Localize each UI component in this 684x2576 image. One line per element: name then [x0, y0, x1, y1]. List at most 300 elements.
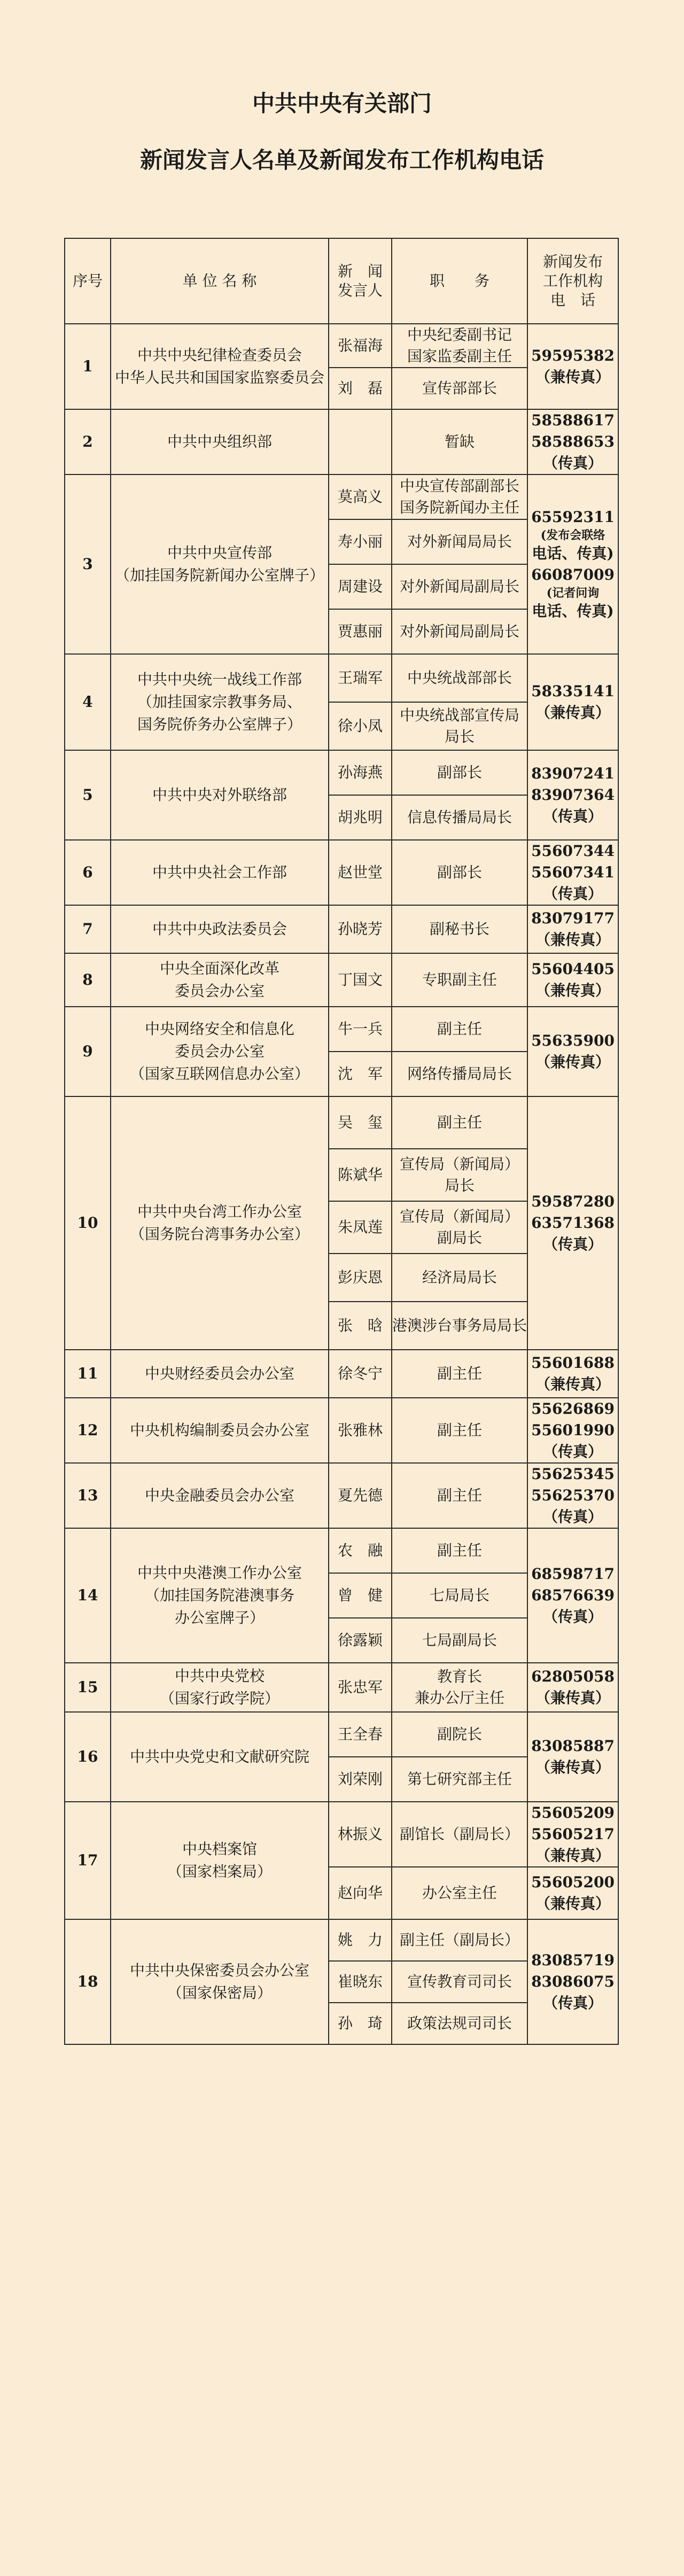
position-cell: [392, 2003, 527, 2044]
seq-cell-line: 3: [82, 555, 93, 573]
position-cell-line: 宣传教育司司长: [407, 1973, 512, 1990]
unit-cell: [111, 654, 329, 750]
seq-cell: [65, 1919, 111, 2044]
tel-cell-line: 55625370: [531, 1487, 615, 1504]
unit-cell-line: 国务院侨务办公室牌子）: [137, 715, 302, 733]
position-cell-line: 教育长: [437, 1668, 482, 1685]
unit-cell: [111, 840, 329, 905]
seq-cell-line: 16: [77, 1748, 98, 1765]
position-cell-line: 副部长: [437, 764, 482, 781]
spokesperson-name: [329, 2003, 392, 2044]
seq-cell-line: 8: [82, 971, 93, 989]
tel-cell-line: （传真）: [542, 885, 603, 902]
spokesperson-name-line: 曾 健: [337, 1586, 383, 1604]
seq-cell: [65, 1463, 111, 1528]
tel-cell: [527, 1096, 618, 1350]
spokesperson-name: [329, 519, 392, 564]
tel-cell-line: 83907364: [531, 786, 615, 804]
unit-cell-line: 中共中央港澳工作办公室: [137, 1564, 302, 1582]
tel-cell-line: 电话、传真): [532, 544, 614, 562]
tel-cell-line: 55626869: [531, 1400, 615, 1418]
seq-cell-line: 2: [82, 433, 93, 450]
unit-cell-line: （国家行政学院）: [159, 1690, 279, 1707]
tel-cell-line: 55601990: [531, 1421, 615, 1439]
position-cell: [392, 519, 527, 564]
unit-cell-line: （国家互联网信息办公室）: [129, 1065, 309, 1083]
seq-cell-line: 5: [82, 786, 93, 804]
spokesperson-name: [329, 1663, 392, 1712]
seq-cell-line: 17: [77, 1851, 98, 1869]
position-cell-line: 局长: [444, 728, 475, 745]
unit-cell-line: 中共中央党史和文献研究院: [129, 1748, 309, 1765]
tel-cell-line: 68576639: [531, 1586, 615, 1604]
spokesperson-name: [329, 1712, 392, 1757]
tel-cell-line: 59587280: [531, 1193, 615, 1210]
position-cell: [392, 1528, 527, 1573]
tel-cell-line: 83086075: [531, 1973, 615, 1990]
position-cell-line: 七局副局长: [422, 1631, 497, 1649]
tel-cell-line: 83907241: [531, 765, 615, 782]
spokesperson-name-line: 周建设: [337, 578, 383, 595]
spokesperson-name: [329, 409, 392, 474]
spokesperson-name-line: 彭庆恩: [337, 1268, 383, 1286]
tel-cell-line: 59595382: [531, 347, 615, 364]
unit-cell-line: 中共中央社会工作部: [152, 863, 287, 881]
position-cell: [392, 1052, 527, 1096]
table-row: [65, 1007, 618, 1052]
position-cell-line: 中央统战部宣传局: [399, 706, 519, 724]
spokesperson-name: [329, 1573, 392, 1618]
unit-cell: [111, 409, 329, 474]
spokesperson-name: [329, 1463, 392, 1528]
tel-cell: [527, 324, 618, 409]
tel-cell: [527, 953, 618, 1007]
position-cell: [392, 1398, 527, 1463]
position-cell: [392, 1919, 527, 1961]
tel-cell-line: （兼传真）: [535, 1758, 610, 1776]
tel-cell-line: 58335141: [531, 682, 615, 700]
position-cell-line: 局长: [444, 1177, 475, 1194]
table-row: [65, 905, 618, 953]
table-row: [65, 1712, 618, 1757]
header-spokesperson: 新 闻 发言人: [329, 238, 392, 324]
position-cell-line: 对外新闻局副局长: [399, 622, 519, 640]
tel-cell-line: 55607341: [531, 863, 615, 881]
table-row: [65, 1350, 618, 1398]
spokesperson-name-line: 徐小凤: [337, 717, 383, 735]
unit-cell: [111, 474, 329, 654]
table-row: [65, 474, 618, 519]
seq-cell: [65, 1096, 111, 1350]
position-cell: [392, 840, 527, 905]
position-cell: [392, 1663, 527, 1712]
unit-cell: [111, 1463, 329, 1528]
position-cell-line: 中央宣传部副部长: [399, 477, 519, 495]
unit-cell-line: 中共中央组织部: [167, 433, 272, 450]
position-cell-line: 宣传局（新闻局）: [399, 1208, 519, 1225]
unit-cell-line: 委员会办公室: [174, 1042, 265, 1060]
tel-cell-line: （兼传真）: [535, 368, 610, 386]
tel-cell-line: 55605217: [531, 1825, 615, 1843]
unit-cell: [111, 1802, 329, 1919]
position-cell-line: 副秘书长: [429, 920, 489, 938]
position-cell-line: 副主任: [437, 1114, 482, 1131]
spokesperson-name-line: 孙晓芳: [337, 920, 383, 938]
unit-cell-line: （国家档案局）: [167, 1863, 272, 1880]
spokesperson-name: [329, 1096, 392, 1149]
unit-cell: [111, 1712, 329, 1802]
unit-cell: [111, 324, 329, 409]
position-cell-line: 副局长: [437, 1229, 482, 1247]
position-cell-line: 宣传部部长: [422, 379, 497, 397]
seq-cell-line: 1: [82, 357, 93, 375]
table-row: [65, 324, 618, 368]
table-row: [65, 1096, 618, 1149]
position-cell-line: 经济局局长: [422, 1268, 497, 1286]
tel-cell-line: （兼传真）: [535, 931, 610, 948]
spokesperson-name: [329, 1007, 392, 1052]
position-cell: [392, 1350, 527, 1398]
seq-cell: [65, 1712, 111, 1802]
spokesperson-name-line: 牛一兵: [337, 1020, 383, 1038]
position-cell: [392, 1302, 527, 1350]
position-cell-line: 副主任: [437, 1421, 482, 1439]
spokesperson-name-line: 丁国文: [337, 971, 383, 989]
unit-cell-line: 中央金融委员会办公室: [144, 1487, 294, 1504]
position-cell-line: 国家监委副主任: [407, 347, 512, 365]
spokesperson-name-line: 刘荣刚: [337, 1770, 383, 1788]
tel-cell-line: 66087009: [531, 566, 615, 583]
spokesperson-name: [329, 1149, 392, 1201]
spokesperson-name-line: 崔晓东: [337, 1973, 383, 1990]
unit-cell: [111, 953, 329, 1007]
tel-cell: [527, 1663, 618, 1712]
seq-cell: [65, 474, 111, 654]
spokesperson-name: [329, 1052, 392, 1096]
tel-cell-line: 63571368: [531, 1214, 615, 1232]
tel-cell-line: （传真）: [542, 1235, 603, 1253]
spokesperson-name-line: 贾惠丽: [337, 622, 383, 640]
seq-cell-line: 12: [77, 1421, 98, 1439]
spokesperson-name: [329, 1867, 392, 1919]
tel-cell: [527, 1712, 618, 1802]
unit-cell-line: 中共中央对外联络部: [152, 786, 287, 804]
page-title-line2: 新闻发言人名单及新闻发布工作机构电话: [139, 147, 544, 173]
spokesperson-name-line: 赵向华: [337, 1884, 383, 1902]
spokesperson-name: [329, 702, 392, 750]
spokesperson-name: [329, 1302, 392, 1350]
seq-cell: [65, 1350, 111, 1398]
unit-cell: [111, 1528, 329, 1663]
seq-cell-line: 11: [77, 1365, 98, 1382]
position-cell-line: 副馆长（副局长）: [399, 1825, 519, 1843]
spokesperson-table: [64, 238, 619, 2045]
unit-cell-line: （加挂国务院新闻办公室牌子）: [114, 566, 324, 584]
tel-cell-line: 电话、传真): [532, 602, 614, 620]
unit-cell-line: （加挂国务院港澳事务: [144, 1586, 294, 1604]
unit-cell-line: 中华人民共和国国家监察委员会: [114, 369, 324, 386]
unit-cell: [111, 1096, 329, 1350]
position-cell: [392, 654, 527, 702]
tel-cell: [527, 654, 618, 750]
spokesperson-name-line: 姚 力: [337, 1931, 383, 1949]
position-cell-line: 网络传播局局长: [407, 1065, 512, 1083]
spokesperson-name: [329, 1618, 392, 1663]
tel-cell: [527, 474, 618, 654]
header-unit: 单 位 名 称: [111, 238, 329, 324]
spokesperson-name-line: 沈 军: [337, 1065, 383, 1083]
position-cell: [392, 1463, 527, 1528]
tel-cell: [527, 1528, 618, 1663]
spokesperson-name: [329, 1398, 392, 1463]
unit-cell-line: 中央网络安全和信息化: [144, 1020, 294, 1038]
tel-cell-line: （兼传真）: [535, 1375, 610, 1393]
page-title-line1: 中共中央有关部门: [252, 90, 432, 116]
tel-cell-line: （传真）: [542, 1443, 603, 1460]
seq-cell-line: 6: [82, 863, 93, 881]
position-cell-line: 对外新闻局局长: [407, 533, 512, 550]
header-position: 职 务: [392, 238, 527, 324]
position-cell-line: 暂缺: [444, 433, 475, 450]
position-cell-line: 副主任: [437, 1542, 482, 1559]
seq-cell: [65, 953, 111, 1007]
tel-cell: [527, 409, 618, 474]
position-cell: [392, 1149, 527, 1201]
tel-cell-line: （传真）: [542, 1608, 603, 1625]
position-cell-line: 副部长: [437, 863, 482, 881]
spokesperson-name-line: 孙海燕: [337, 764, 383, 781]
unit-cell-line: 中共中央统一战线工作部: [137, 671, 302, 688]
position-cell-line: 七局局长: [429, 1586, 489, 1604]
tel-cell-line: 83085887: [531, 1737, 615, 1755]
spokesperson-name-line: 赵世堂: [337, 863, 383, 881]
tel-cell-line: 55604405: [531, 960, 615, 978]
position-cell: [392, 368, 527, 409]
unit-cell-line: 中共中央台湾工作办公室: [137, 1203, 302, 1220]
seq-cell: [65, 324, 111, 409]
position-cell: [392, 1201, 527, 1254]
position-cell-line: 副主任（副局长）: [399, 1931, 519, 1949]
table-header-row: [65, 238, 618, 324]
spokesperson-name-line: 张忠军: [337, 1678, 383, 1696]
spokesperson-name-line: 孙 琦: [337, 2014, 383, 2032]
spokesperson-name: [329, 368, 392, 409]
position-cell-line: 第七研究部主任: [407, 1770, 512, 1788]
tel-cell-line: 83085719: [531, 1951, 615, 1969]
position-cell-line: 中央统战部部长: [407, 669, 512, 687]
position-cell: [392, 1867, 527, 1919]
spokesperson-name: [329, 750, 392, 795]
spokesperson-name: [329, 1201, 392, 1254]
tel-cell-line: 55625345: [531, 1465, 615, 1483]
position-cell: [392, 564, 527, 609]
seq-cell: [65, 409, 111, 474]
tel-cell: [527, 1919, 618, 2044]
spokesperson-name: [329, 840, 392, 905]
seq-cell: [65, 1663, 111, 1712]
spokesperson-name: [329, 953, 392, 1007]
spokesperson-name-line: 王瑞军: [337, 669, 383, 687]
tel-cell-line: (发布会联络: [540, 528, 605, 542]
seq-cell-line: 13: [77, 1487, 98, 1504]
unit-cell-line: 中共中央宣传部: [167, 544, 272, 562]
spokesperson-name-line: 林振义: [337, 1825, 383, 1843]
tel-cell-line: （兼传真）: [535, 1689, 610, 1707]
spokesperson-name-line: 莫高义: [337, 488, 383, 505]
spokesperson-name: [329, 1802, 392, 1867]
spokesperson-name-line: 夏先德: [337, 1487, 383, 1504]
tel-cell-line: 55601688: [531, 1354, 615, 1372]
spokesperson-name-line: 徐冬宁: [337, 1365, 383, 1382]
position-cell: [392, 905, 527, 953]
tel-cell-line: （传真）: [542, 1994, 603, 2012]
seq-cell: [65, 654, 111, 750]
unit-cell: [111, 1398, 329, 1463]
table-row: [65, 1398, 618, 1463]
tel-cell-line: （兼传真）: [535, 982, 610, 999]
unit-cell-line: 办公室牌子）: [174, 1609, 265, 1626]
position-cell-line: 副院长: [437, 1725, 482, 1743]
position-cell: [392, 1757, 527, 1802]
table-row: [65, 1528, 618, 1573]
unit-cell: [111, 1007, 329, 1096]
spokesperson-name: [329, 1528, 392, 1573]
unit-cell-line: 中央机构编制委员会办公室: [129, 1421, 309, 1439]
spokesperson-name: [329, 1254, 392, 1302]
spokesperson-name: [329, 564, 392, 609]
seq-cell-line: 15: [77, 1678, 98, 1696]
unit-cell: [111, 1919, 329, 2044]
position-cell: [392, 750, 527, 795]
tel-cell-line: （兼传真）: [535, 1847, 610, 1864]
tel-cell-line: 83079177: [531, 909, 615, 927]
tel-cell-line: （兼传真）: [535, 704, 610, 721]
tel-cell: [527, 840, 618, 905]
position-cell: [392, 953, 527, 1007]
position-cell: [392, 474, 527, 519]
seq-cell: [65, 1528, 111, 1663]
spokesperson-name: [329, 654, 392, 702]
unit-cell: [111, 750, 329, 840]
spokesperson-name-line: 张雅林: [337, 1421, 383, 1439]
unit-cell-line: 中央档案馆: [182, 1840, 257, 1858]
spokesperson-name-line: 徐露颖: [337, 1631, 383, 1649]
seq-cell-line: 10: [77, 1214, 98, 1232]
spokesperson-name-line: 张福海: [337, 337, 383, 354]
seq-cell-line: 9: [82, 1042, 93, 1060]
tel-cell-line: （兼传真）: [535, 1053, 610, 1071]
table-row: [65, 1919, 618, 1961]
table-row: [65, 654, 618, 702]
spokesperson-name: [329, 609, 392, 654]
tel-cell-line: 62805058: [531, 1668, 615, 1685]
table-row: [65, 1663, 618, 1712]
unit-cell: [111, 1350, 329, 1398]
unit-cell: [111, 1663, 329, 1712]
position-cell: [392, 1618, 527, 1663]
unit-cell-line: （国家保密局）: [167, 1984, 272, 2002]
seq-cell-line: 7: [82, 920, 93, 938]
tel-cell-line: 55607344: [531, 842, 615, 860]
position-cell-line: 副主任: [437, 1020, 482, 1038]
tel-cell: [527, 1007, 618, 1096]
tel-cell-line: 55605209: [531, 1804, 615, 1822]
position-cell: [392, 1007, 527, 1052]
position-cell-line: 中央纪委副书记: [407, 326, 512, 344]
table-row: [65, 840, 618, 905]
tel-cell-line: （传真）: [542, 807, 603, 825]
unit-cell-line: 委员会办公室: [174, 982, 265, 1000]
position-cell-line: 办公室主任: [422, 1884, 497, 1902]
position-cell-line: 政策法规司司长: [407, 2014, 512, 2032]
spokesperson-name-line: 朱凤莲: [337, 1218, 383, 1236]
position-cell: [392, 1712, 527, 1757]
unit-cell: [111, 905, 329, 953]
tel-cell-line: 55635900: [531, 1032, 615, 1049]
seq-cell: [65, 750, 111, 840]
position-cell: [392, 1802, 527, 1867]
position-cell-line: 港澳涉台事务局局长: [392, 1317, 527, 1334]
spokesperson-name-line: 农 融: [337, 1542, 383, 1559]
spokesperson-name-line: 张 晗: [337, 1317, 383, 1334]
seq-cell: [65, 905, 111, 953]
spokesperson-name: [329, 1757, 392, 1802]
table-row: [65, 750, 618, 795]
position-cell-line: 副主任: [437, 1365, 482, 1382]
position-cell: [392, 795, 527, 840]
tel-cell: [527, 905, 618, 953]
unit-cell-line: 中共中央纪律检查委员会: [137, 346, 302, 364]
tel-cell-line: （传真）: [542, 1508, 603, 1526]
seq-cell: [65, 840, 111, 905]
spokesperson-name: [329, 1350, 392, 1398]
spokesperson-name-line: 胡兆明: [337, 808, 383, 826]
spokesperson-name-line: 刘 磊: [337, 379, 383, 397]
seq-cell: [65, 1007, 111, 1096]
tel-cell-line: 68598717: [531, 1565, 615, 1583]
table-row: [65, 1463, 618, 1528]
position-cell: [392, 324, 527, 368]
unit-cell-line: 中共中央党校: [174, 1667, 265, 1685]
unit-cell-line: （加挂国家宗教事务局、: [137, 693, 302, 711]
tel-cell-line: 58588653: [531, 433, 615, 450]
unit-cell-line: 中央全面深化改革: [159, 960, 279, 977]
position-cell: [392, 1573, 527, 1618]
position-cell: [392, 1096, 527, 1149]
unit-cell-line: 中共中央政法委员会: [152, 920, 287, 938]
seq-cell-line: 18: [77, 1973, 98, 1990]
position-cell: [392, 609, 527, 654]
tel-cell: [527, 1398, 618, 1463]
position-cell-line: 对外新闻局副局长: [399, 578, 519, 595]
spokesperson-name: [329, 1919, 392, 1961]
table-row: [65, 409, 618, 474]
unit-cell-line: （国务院台湾事务办公室）: [129, 1225, 309, 1243]
tel-cell-line: （传真）: [542, 454, 603, 472]
tel-cell-line: 58588617: [531, 411, 615, 429]
tel-cell-line: （兼传真）: [535, 1895, 610, 1912]
spokesperson-name: [329, 324, 392, 368]
seq-cell: [65, 1398, 111, 1463]
tel-cell: [527, 1867, 618, 1919]
unit-cell-line: 中共中央保密委员会办公室: [129, 1962, 309, 1979]
tel-cell: [527, 1802, 618, 1867]
position-cell-line: 兼办公厅主任: [414, 1689, 504, 1707]
table-row: [65, 953, 618, 1007]
tel-cell: [527, 750, 618, 840]
position-cell-line: 宣传局（新闻局）: [399, 1155, 519, 1173]
position-cell-line: 专职副主任: [422, 971, 497, 989]
